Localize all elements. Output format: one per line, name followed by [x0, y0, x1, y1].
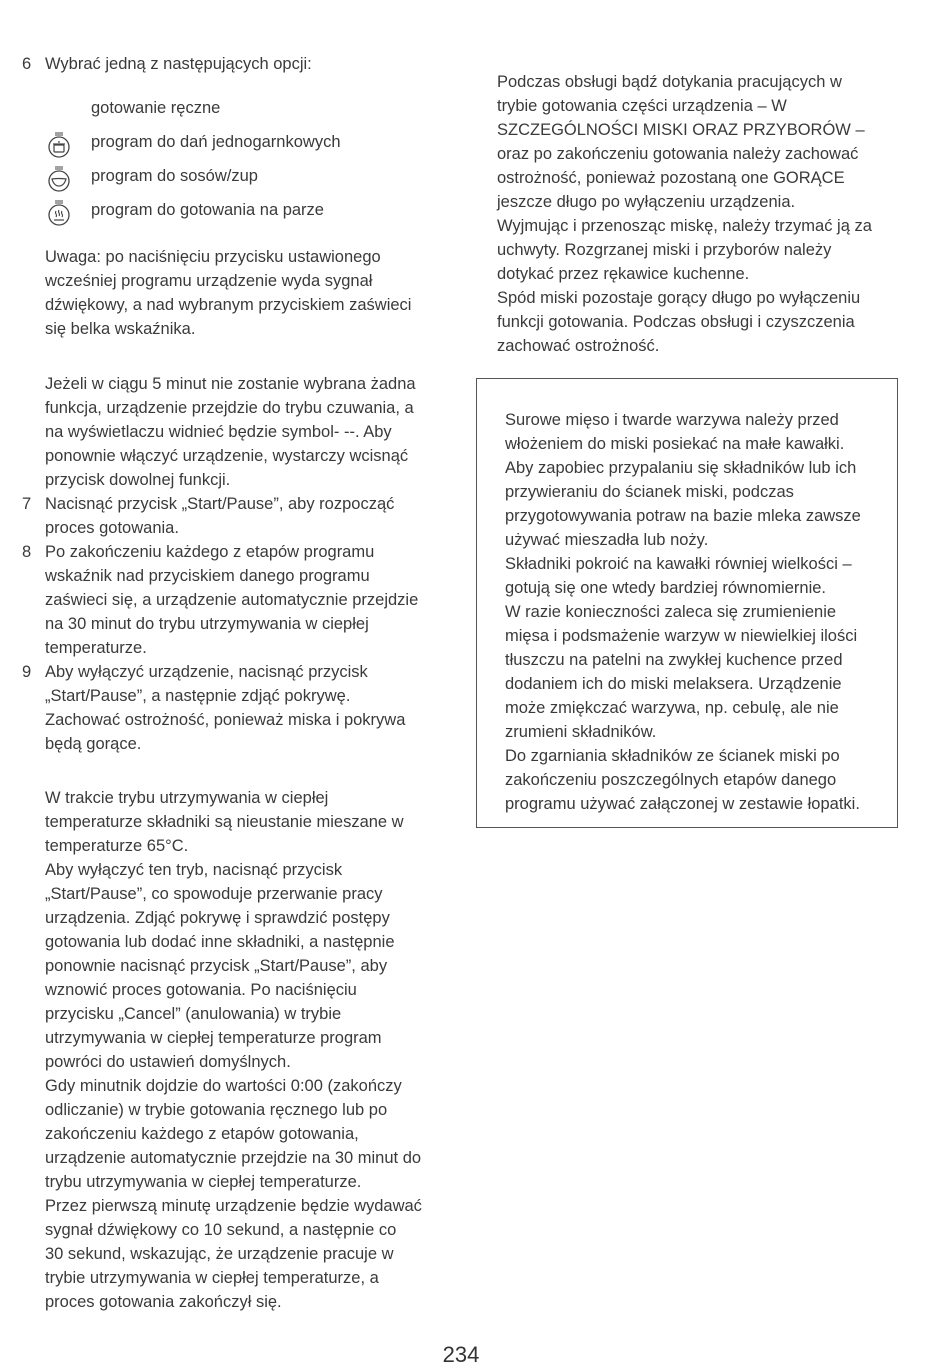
- safety-warning-paragraph: Podczas obsługi bądź dotykania pracujących w trybie gotowania części urządzenia – W SZCZEGÓLNOŚCI MISKI ORAZ PRZYBORÓW – oraz po zakończeniu gotowania należy zachować ostrożność, ponieważ pozostaną one GORĄCE jeszcze długo po wyłączeniu urządzenia. Wyjmując i przenosząc miskę, należy trzymać ją za uchwyty. Rozgrzanej miski i przyborów należy dotykać przez rękawice kuchenne. Spód miski pozostaje gorący długo po wyłączeniu funkcji gotowania. Podczas obsługi i czyszczenia zachować ostrożność.: [497, 73, 872, 355]
- bowl-icon: [45, 164, 73, 192]
- step-9-number: 9: [22, 663, 32, 681]
- keep-warm-paragraph: W trakcie trybu utrzymywania w ciepłej temperaturze składniki są nieustanie mieszane w temperaturze 65°C. Aby wyłączyć ten tryb, nacisnąć przycisk „Start/Pause”, co spowoduje przerwanie pracy urządzenia. Zdjąć pokrywę i sprawdzić postępy gotowania lub dodać inne składniki, a następnie ponownie nacisnąć przycisk „Start/Pause”, aby wznowić proces gotowania. Po naciśnięciu przycisku „Cancel” (anulowania) w trybie utrzymywania w ciepłej temperaturze program powróci do ustawień domyślnych. Gdy minutnik dojdzie do wartości 0:00 (zakończy odliczanie) w trybie gotowania ręcznego lub po zakończeniu każdego z etapów gotowania, urządzenie automatycznie przejdzie na 30 minut do trybu utrzymywania w ciepłej temperaturze. Przez pierwszą minutę urządzenie będzie wydawać sygnał dźwiękowy co 10 sekund, a następnie co 30 sekund, wskazując, że urządzenie pracuje w trybie utrzymywania w ciepłej temperaturze, a proces gotowania zakończył się.: [45, 789, 422, 1311]
- page-number: 234: [442, 1342, 480, 1367]
- step-6-text: Wybrać jedną z następujących opcji:: [45, 55, 312, 73]
- tips-text: Surowe mięso i twarde warzywa należy przed włożeniem do miski posiekać na małe kawałki. Aby zapobiec przypalaniu się składników lub ich przywieraniu do ścianek miski, podczas przygotowywania potraw na bazie mleka zawsze używać mieszadła lub noży. Składniki pokroić na kawałki równiej wielkości – gotują się one wtedy bardziej równomiernie. W razie konieczności zaleca się zrumienienie mięsa i podsmażenie warzyw w niewielkiej ilości tłuszczu na patelni na zwykłej kuchence przed dodaniem ich do miski melaksera. Urządzenie może zmiękczać warzywa, np. cebulę, ale nie zrumieni składników. Do zgarniania składników ze ścianek miski po zakończeniu poszczególnych etapów danego programu używać załączonej w zestawie łopatki.: [505, 411, 861, 813]
- note-paragraph: Uwaga: po naciśnięciu przycisku ustawionego wcześniej programu urządzenie wyda sygnał dźwiękowy, a nad wybranym przyciskiem zaświeci się belka wskaźnika.: [45, 248, 412, 338]
- step-7-text: Nacisnąć przycisk „Start/Pause”, aby rozpocząć proces gotowania.: [45, 495, 395, 537]
- steam-icon: [45, 198, 73, 226]
- step-6-number: 6: [22, 55, 32, 73]
- standby-paragraph: Jeżeli w ciągu 5 minut nie zostanie wybrana żadna funkcja, urządzenie przejdzie do trybu czuwania, a na wyświetlaczu widnieć będzie symbol- --. Aby ponownie włączyć urządzenie, wystarczy wcisnąć przycisk dowolnej funkcji.: [45, 375, 416, 489]
- tips-box: [476, 378, 898, 828]
- step-9-text: Aby wyłączyć urządzenie, nacisnąć przycisk „Start/Pause”, a następnie zdjąć pokrywę. Zachować ostrożność, ponieważ miska i pokrywa będą gorące.: [45, 663, 406, 753]
- option-label: program do sosów/zup: [91, 167, 258, 185]
- option-label: program do dań jednogarnkowych: [91, 133, 341, 151]
- option-label: gotowanie ręczne: [91, 99, 221, 117]
- step-8-number: 8: [22, 543, 32, 561]
- step-8-text: Po zakończeniu każdego z etapów programu wskaźnik nad przyciskiem danego programu zaświeci się, a urządzenie automatycznie przejdzie na 30 minut do trybu utrzymywania w ciepłej temperaturze.: [45, 543, 419, 657]
- pot-icon: [45, 130, 73, 158]
- option-label: program do gotowania na parze: [91, 201, 324, 219]
- step-7-number: 7: [22, 495, 32, 513]
